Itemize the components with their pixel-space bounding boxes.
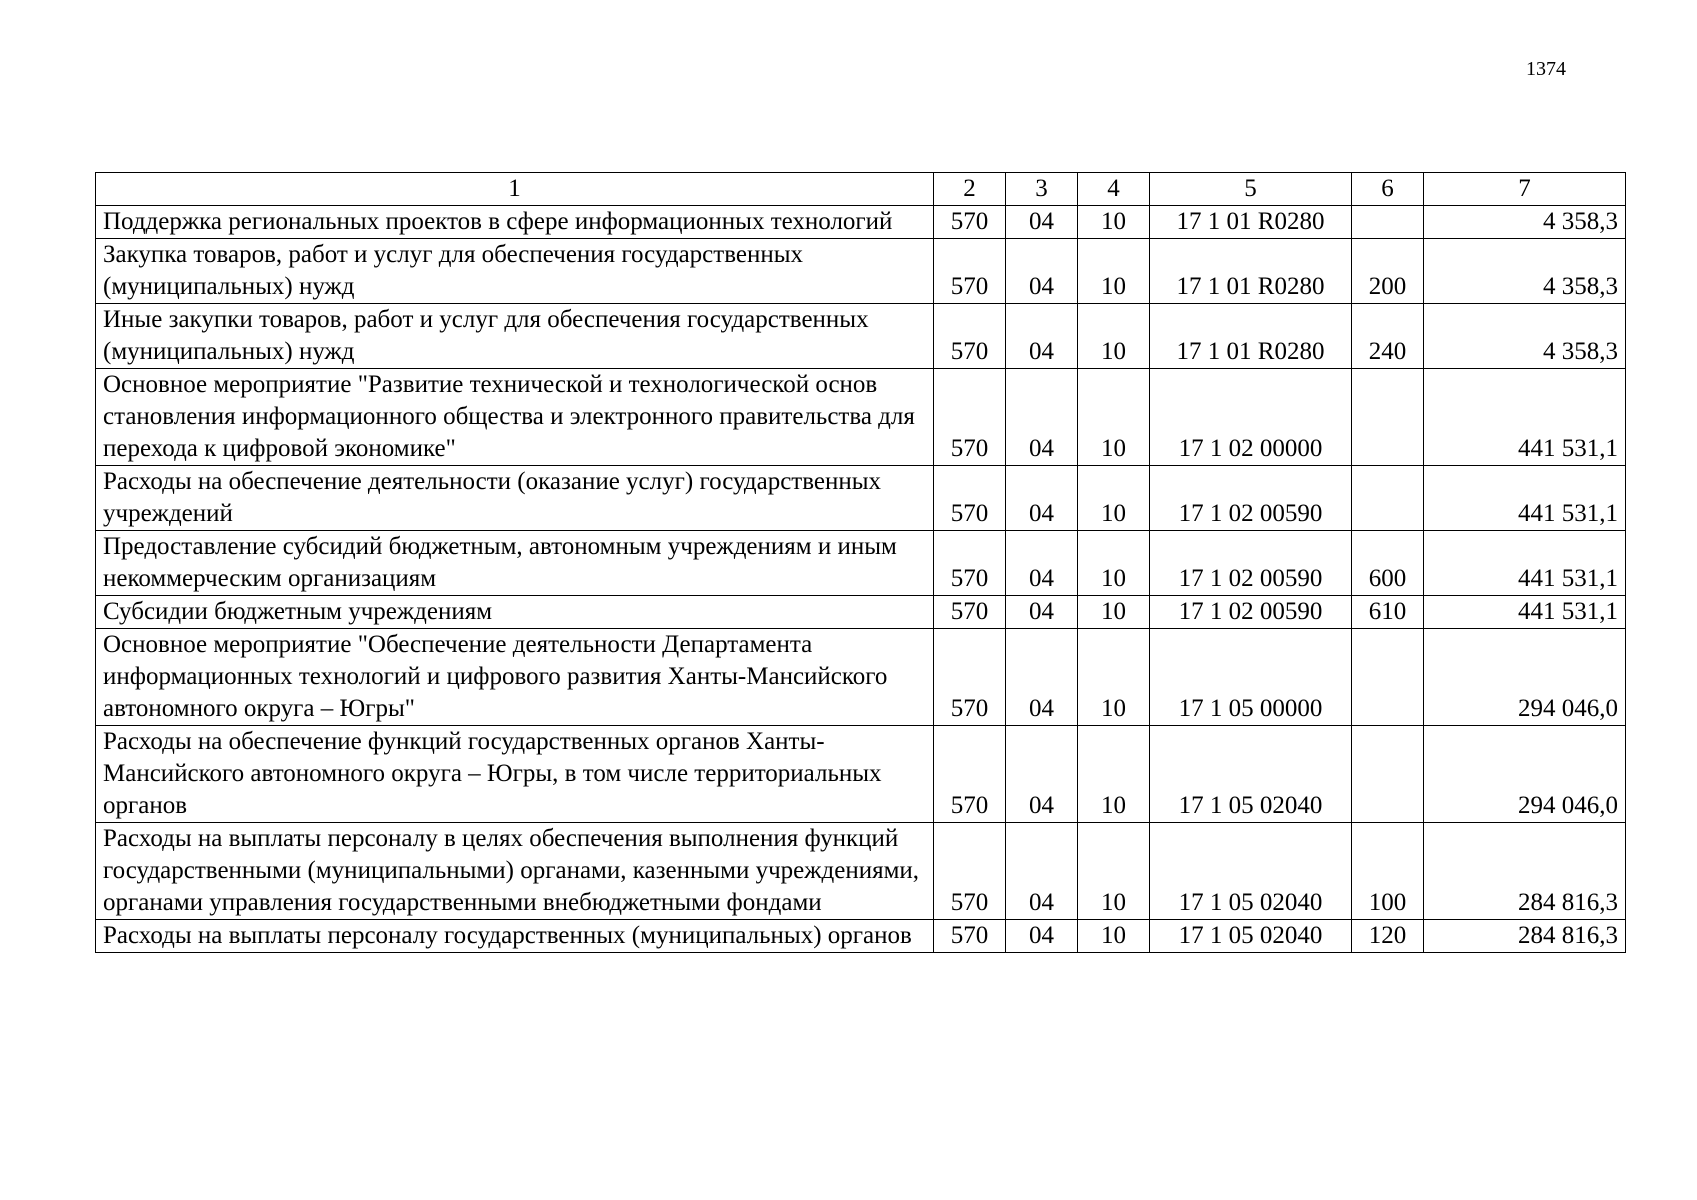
- row-ved: 570: [934, 629, 1006, 726]
- row-pr: 10: [1078, 596, 1150, 629]
- row-sum: 4 358,3: [1424, 304, 1626, 369]
- row-csr: 17 1 05 02040: [1150, 823, 1352, 920]
- row-sum: 284 816,3: [1424, 920, 1626, 953]
- header-col-1: 1: [96, 173, 934, 206]
- table-row: [96, 823, 1626, 920]
- row-rz: 04: [1006, 823, 1078, 920]
- row-vr: [1352, 466, 1424, 531]
- row-csr: 17 1 05 02040: [1150, 920, 1352, 953]
- table-row: [96, 304, 1626, 369]
- row-ved: 570: [934, 920, 1006, 953]
- row-pr: 10: [1078, 206, 1150, 239]
- table-row: [96, 369, 1626, 466]
- row-rz: 04: [1006, 369, 1078, 466]
- row-pr: 10: [1078, 239, 1150, 304]
- row-csr: 17 1 02 00590: [1150, 531, 1352, 596]
- row-name: Расходы на обеспечение деятельности (оказание услуг) государственных учреждений: [96, 466, 934, 531]
- row-pr: 10: [1078, 466, 1150, 531]
- row-vr: 100: [1352, 823, 1424, 920]
- row-name: Закупка товаров, работ и услуг для обеспечения государственных (муниципальных) нужд: [96, 239, 934, 304]
- row-sum: 284 816,3: [1424, 823, 1626, 920]
- header-col-7: 7: [1424, 173, 1626, 206]
- row-rz: 04: [1006, 726, 1078, 823]
- row-pr: 10: [1078, 629, 1150, 726]
- row-vr: [1352, 629, 1424, 726]
- row-rz: 04: [1006, 629, 1078, 726]
- table-row: [96, 726, 1626, 823]
- row-sum: 441 531,1: [1424, 369, 1626, 466]
- table-row: [96, 596, 1626, 629]
- row-csr: 17 1 05 00000: [1150, 629, 1352, 726]
- row-rz: 04: [1006, 206, 1078, 239]
- row-pr: 10: [1078, 920, 1150, 953]
- row-csr: 17 1 01 R0280: [1150, 239, 1352, 304]
- header-row: [96, 173, 1626, 206]
- row-ved: 570: [934, 206, 1006, 239]
- row-sum: 441 531,1: [1424, 466, 1626, 531]
- header-col-2: 2: [934, 173, 1006, 206]
- header-col-5: 5: [1150, 173, 1352, 206]
- row-ved: 570: [934, 596, 1006, 629]
- row-pr: 10: [1078, 369, 1150, 466]
- row-sum: 441 531,1: [1424, 531, 1626, 596]
- row-name: Расходы на выплаты персоналу государственных (муниципальных) органов: [96, 920, 934, 953]
- row-vr: 200: [1352, 239, 1424, 304]
- row-sum: 4 358,3: [1424, 239, 1626, 304]
- row-pr: 10: [1078, 531, 1150, 596]
- row-pr: 10: [1078, 726, 1150, 823]
- row-name: Предоставление субсидий бюджетным, автономным учреждениям и иным некоммерческим организациям: [96, 531, 934, 596]
- table-row: [96, 206, 1626, 239]
- table-row: [96, 920, 1626, 953]
- row-sum: 4 358,3: [1424, 206, 1626, 239]
- row-vr: [1352, 369, 1424, 466]
- row-name: Основное мероприятие "Развитие технической и технологической основ становления информационного общества и электронного правительства для перехода к цифровой экономике": [96, 369, 934, 466]
- row-ved: 570: [934, 466, 1006, 531]
- row-pr: 10: [1078, 823, 1150, 920]
- row-csr: 17 1 05 02040: [1150, 726, 1352, 823]
- row-name: Субсидии бюджетным учреждениям: [96, 596, 934, 629]
- header-col-3: 3: [1006, 173, 1078, 206]
- row-csr: 17 1 02 00000: [1150, 369, 1352, 466]
- budget-table: [95, 172, 1626, 953]
- row-ved: 570: [934, 823, 1006, 920]
- row-csr: 17 1 01 R0280: [1150, 206, 1352, 239]
- row-name: Основное мероприятие "Обеспечение деятельности Департамента информационных технологий и цифрового развития Ханты-Мансийского автономного округа – Югры": [96, 629, 934, 726]
- row-ved: 570: [934, 369, 1006, 466]
- row-name: Расходы на обеспечение функций государственных органов Ханты-Мансийского автономного округа – Югры, в том числе территориальных органов: [96, 726, 934, 823]
- row-ved: 570: [934, 531, 1006, 596]
- row-vr: 120: [1352, 920, 1424, 953]
- row-vr: 600: [1352, 531, 1424, 596]
- table-row: [96, 239, 1626, 304]
- table-row: [96, 531, 1626, 596]
- row-ved: 570: [934, 304, 1006, 369]
- row-ved: 570: [934, 726, 1006, 823]
- row-csr: 17 1 02 00590: [1150, 596, 1352, 629]
- row-rz: 04: [1006, 596, 1078, 629]
- row-vr: [1352, 726, 1424, 823]
- page-number: 1374: [1526, 58, 1566, 80]
- row-sum: 441 531,1: [1424, 596, 1626, 629]
- row-vr: [1352, 206, 1424, 239]
- row-name: Расходы на выплаты персоналу в целях обеспечения выполнения функций государственными (муниципальными) органами, казенными учреждениями, органами управления государственными внебюджетными фондами: [96, 823, 934, 920]
- row-rz: 04: [1006, 531, 1078, 596]
- row-pr: 10: [1078, 304, 1150, 369]
- row-rz: 04: [1006, 920, 1078, 953]
- header-col-6: 6: [1352, 173, 1424, 206]
- table-row: [96, 629, 1626, 726]
- row-rz: 04: [1006, 466, 1078, 531]
- row-rz: 04: [1006, 239, 1078, 304]
- row-rz: 04: [1006, 304, 1078, 369]
- row-vr: 240: [1352, 304, 1424, 369]
- row-csr: 17 1 02 00590: [1150, 466, 1352, 531]
- row-name: Поддержка региональных проектов в сфере информационных технологий: [96, 206, 934, 239]
- header-col-4: 4: [1078, 173, 1150, 206]
- row-name: Иные закупки товаров, работ и услуг для обеспечения государственных (муниципальных) нужд: [96, 304, 934, 369]
- row-sum: 294 046,0: [1424, 629, 1626, 726]
- table-row: [96, 466, 1626, 531]
- row-vr: 610: [1352, 596, 1424, 629]
- row-sum: 294 046,0: [1424, 726, 1626, 823]
- row-csr: 17 1 01 R0280: [1150, 304, 1352, 369]
- row-ved: 570: [934, 239, 1006, 304]
